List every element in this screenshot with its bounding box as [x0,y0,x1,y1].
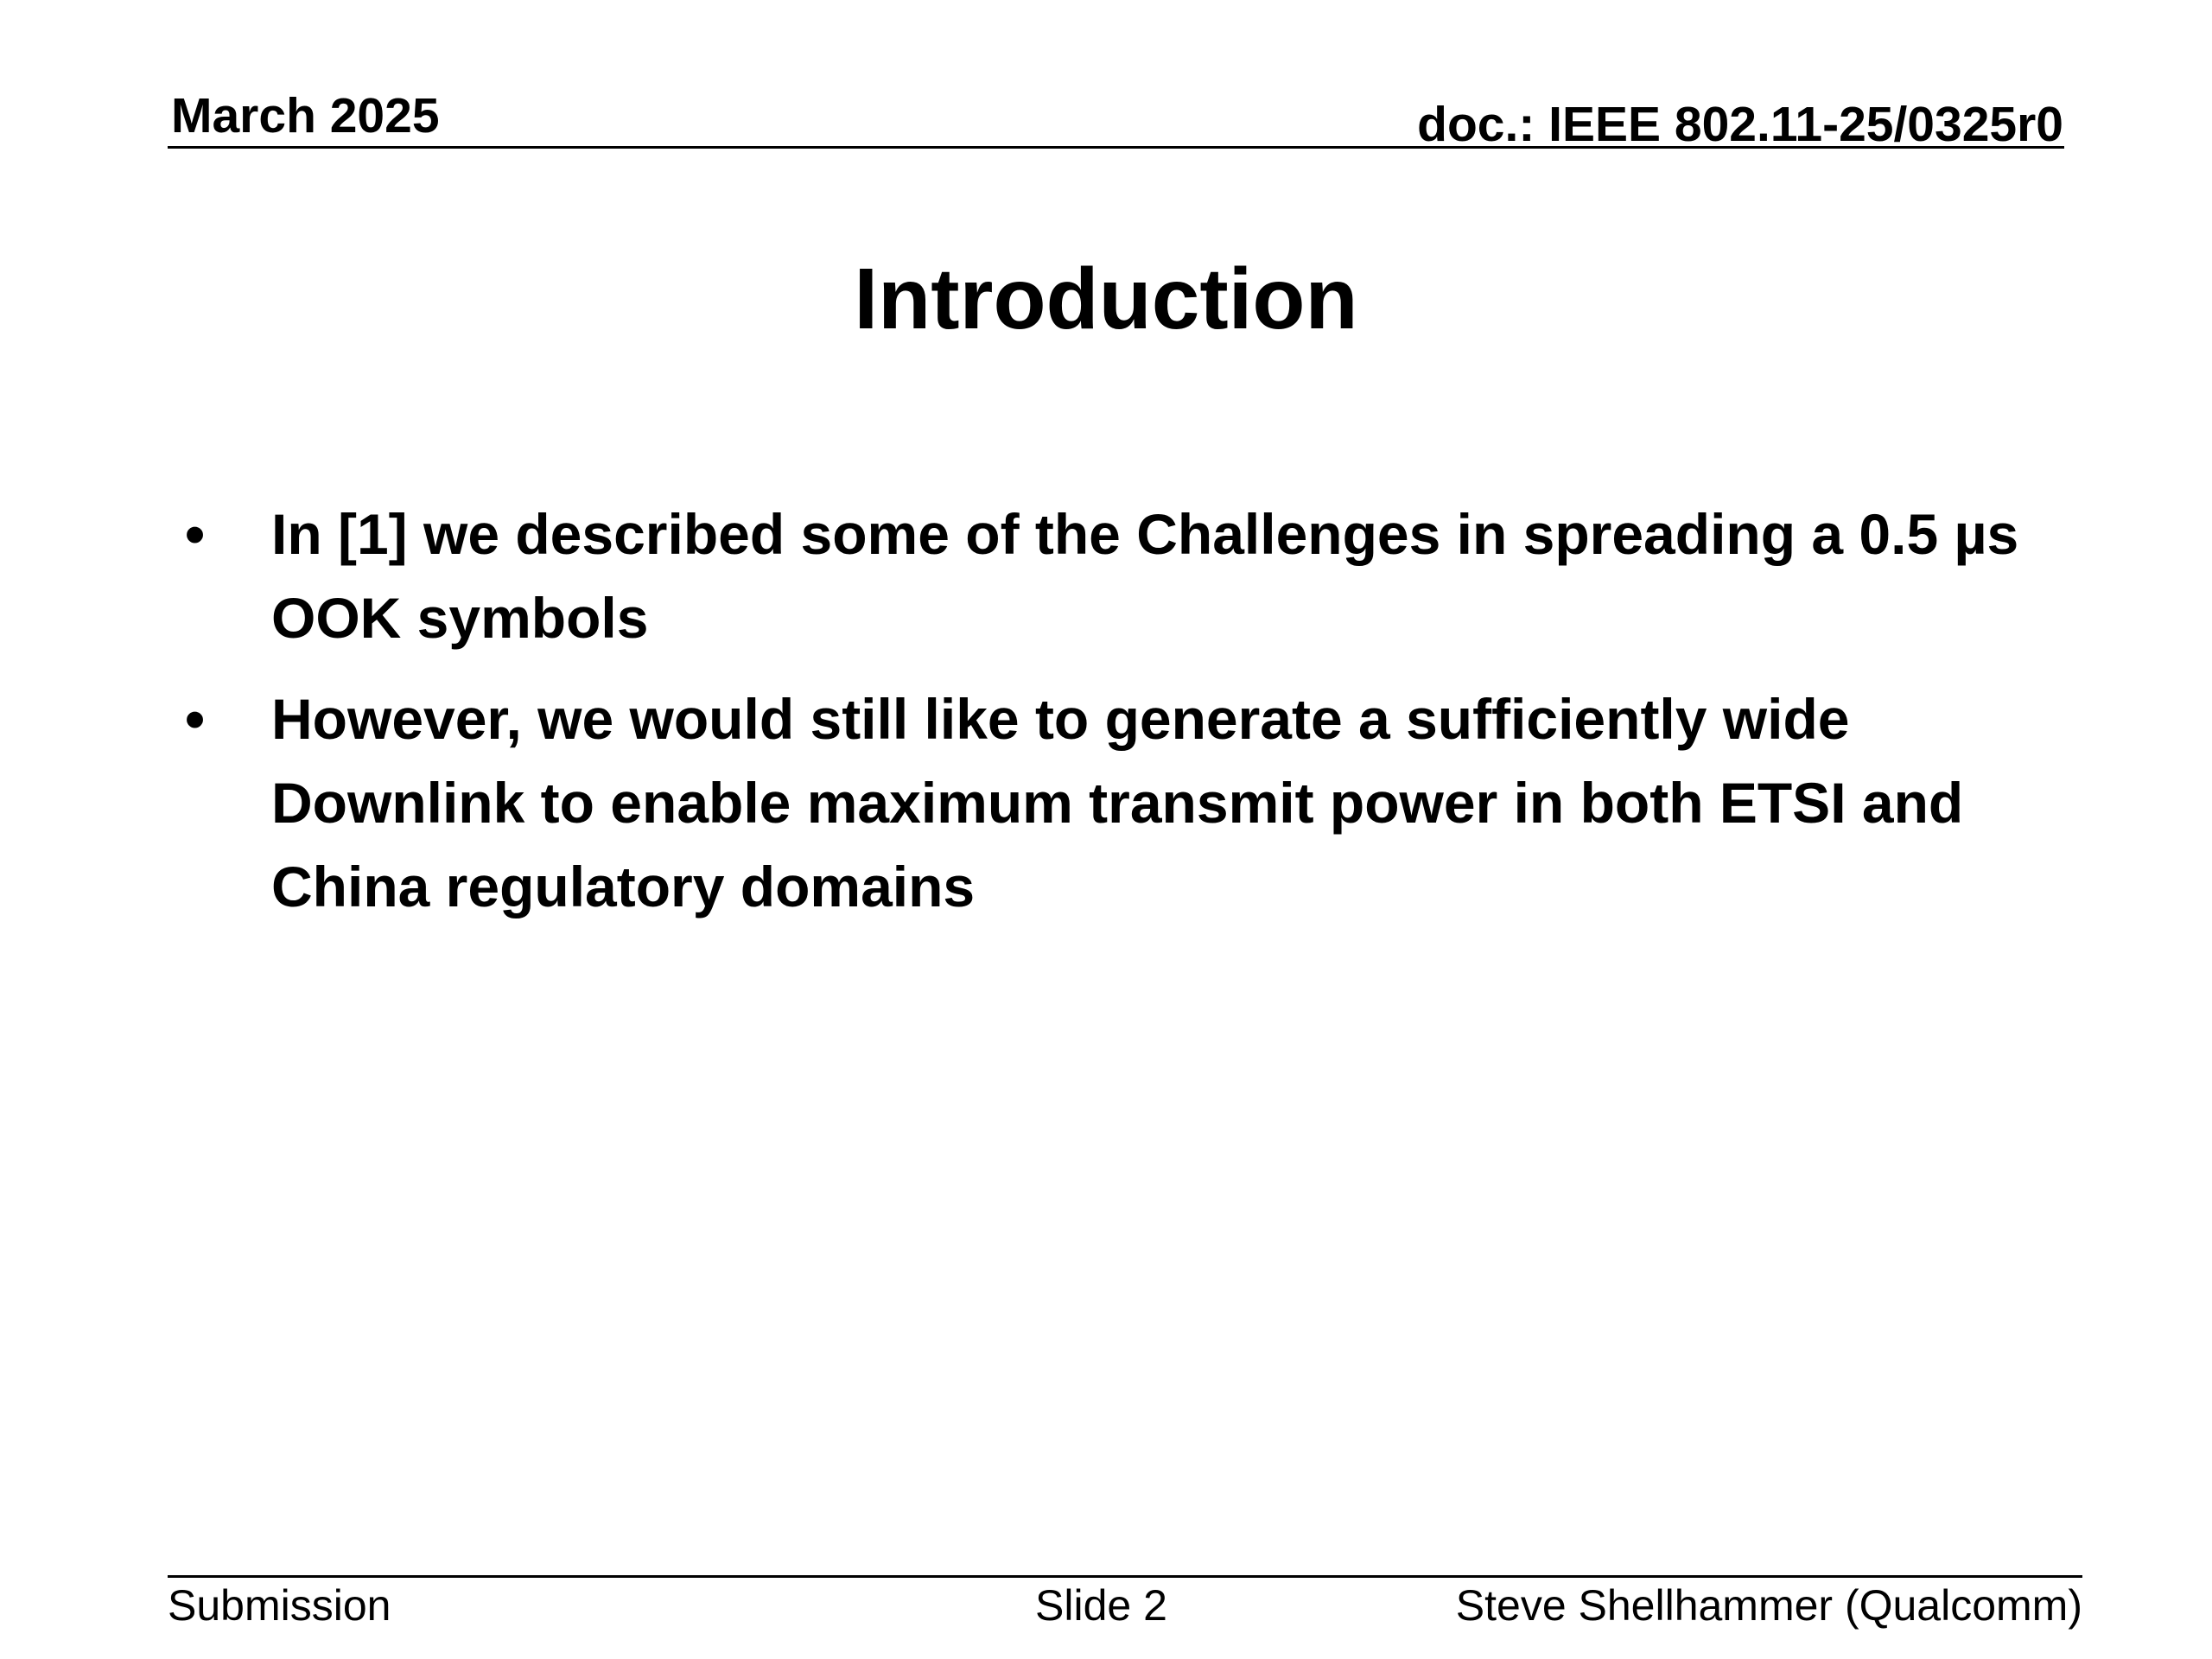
footer-divider [168,1575,2082,1578]
header-date: March 2025 [171,88,440,143]
bullet-item [185,677,2060,929]
footer-author: Steve Shellhammer (Qualcomm) [1455,1581,2082,1630]
header-divider [168,146,2064,149]
bullet-item [185,493,2060,660]
bullet-list [185,493,2060,946]
bullet-marker: • [185,502,206,566]
footer-slide-number: Slide 2 [1035,1581,1167,1630]
bullet-marker: • [185,687,206,751]
slide-title: Introduction [854,251,1358,347]
footer-submission: Submission [168,1581,391,1630]
header-document-id: doc.: IEEE 802.11-25/0325r0 [1417,97,2063,152]
bullet-text: In [1] we described some of the Challenges in spreading a 0.5 µs OOK symbols [271,502,2019,650]
bullet-text: However, we would still like to generate a sufficiently wide Downlink to enable maximum transmit power in both ETSI and China regulatory domains [271,687,1964,918]
